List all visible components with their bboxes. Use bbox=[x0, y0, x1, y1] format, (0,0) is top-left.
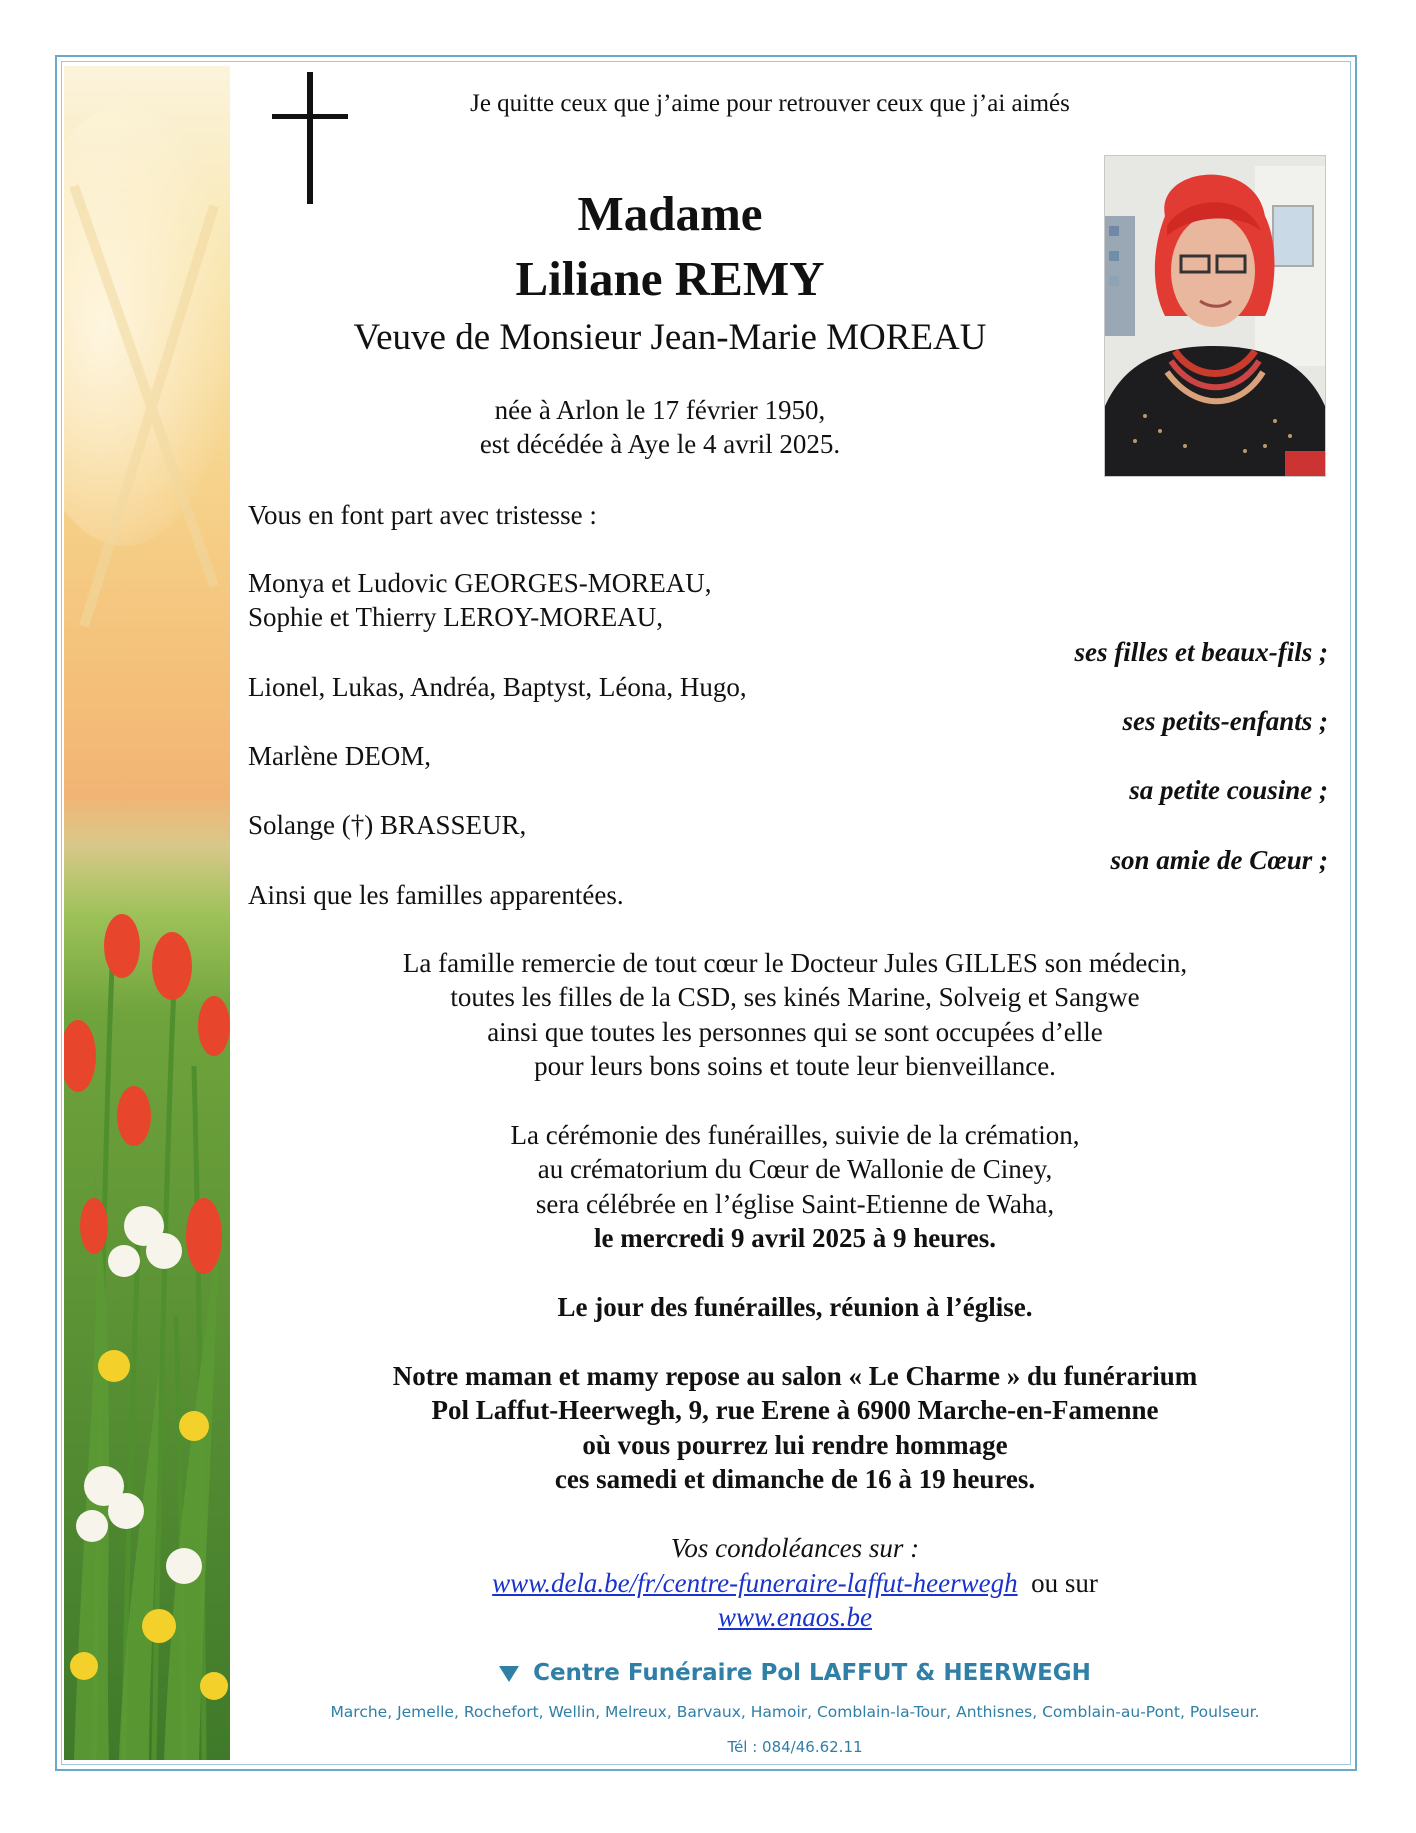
salon-line: où vous pourrez lui rendre hommage bbox=[582, 1430, 1008, 1460]
thanks-line: pour leurs bons soins et toute leur bienveillance. bbox=[534, 1051, 1056, 1081]
dela-link[interactable]: www.dela.be/fr/centre-funeraire-laffut-heerwegh bbox=[492, 1568, 1018, 1598]
birth-line: née à Arlon le 17 février 1950, bbox=[494, 395, 826, 425]
flower-strip-image bbox=[64, 66, 230, 1760]
footer-towns: Marche, Jemelle, Rochefort, Wellin, Melreux, Barvaux, Hamoir, Comblain-la-Tour, Anthisnes, Comblain-au-Pont, Poulseur. bbox=[330, 1703, 1260, 1721]
footer-title-text: Centre Funéraire Pol LAFFUT & HEERWEGH bbox=[533, 1660, 1091, 1686]
epigraph: Je quitte ceux que j’aime pour retrouver ceux que j’ai aimés bbox=[470, 90, 1070, 117]
ceremony-line: La cérémonie des funérailles, suivie de la crémation, bbox=[510, 1120, 1080, 1150]
or-text: ou sur bbox=[1031, 1568, 1098, 1598]
family-name: Monya et Ludovic GEORGES-MOREAU, bbox=[248, 568, 712, 598]
thanks-line: ainsi que toutes les personnes qui se sont occupées d’elle bbox=[487, 1017, 1103, 1047]
family-name: Lionel, Lukas, Andréa, Baptyst, Léona, Hugo, bbox=[248, 672, 747, 702]
salon-line: Notre maman et mamy repose au salon « Le Charme » du funérarium bbox=[392, 1361, 1198, 1391]
ceremony-date: le mercredi 9 avril 2025 à 9 heures. bbox=[594, 1223, 996, 1253]
footer-title bbox=[260, 1660, 1330, 1686]
footer-tel: Tél : 084/46.62.11 bbox=[727, 1738, 863, 1756]
deceased-name: Liliane REMY bbox=[515, 251, 825, 306]
cross-icon bbox=[270, 72, 350, 207]
death-line: est décédée à Aye le 4 avril 2025. bbox=[479, 429, 841, 459]
family-relation: sa petite cousine ; bbox=[1129, 775, 1328, 805]
family-relation: ses filles et beaux-fils ; bbox=[1074, 637, 1328, 667]
enaos-link[interactable]: www.enaos.be bbox=[718, 1602, 872, 1632]
triangle-down-icon bbox=[499, 1666, 519, 1682]
family-relation: ses petits-enfants ; bbox=[1122, 706, 1328, 736]
family-name: Solange (†) BRASSEUR, bbox=[248, 810, 527, 840]
thanks-line: La famille remercie de tout cœur le Docteur Jules GILLES son médecin, bbox=[402, 948, 1188, 978]
meeting-line: Le jour des funérailles, réunion à l’église. bbox=[557, 1292, 1033, 1322]
condolences-label: Vos condoléances sur : bbox=[670, 1533, 920, 1563]
thanks-line: toutes les filles de la CSD, ses kinés Marine, Solveig et Sangwe bbox=[450, 982, 1140, 1012]
condolences-link2-row bbox=[260, 1602, 1330, 1633]
intro-line: Vous en font part avec tristesse : bbox=[248, 500, 597, 530]
portrait-photo bbox=[1104, 155, 1326, 477]
family-name: Marlène DEOM, bbox=[248, 741, 431, 771]
families-line: Ainsi que les familles apparentées. bbox=[248, 880, 624, 910]
title-madame: Madame bbox=[577, 186, 763, 241]
widow-of: Veuve de Monsieur Jean-Marie MOREAU bbox=[353, 317, 987, 358]
family-name: Sophie et Thierry LEROY-MOREAU, bbox=[248, 602, 663, 632]
ceremony-line: au crématorium du Cœur de Wallonie de Ciney, bbox=[537, 1154, 1053, 1184]
condolences-links bbox=[260, 1568, 1330, 1599]
ceremony-line: sera célébrée en l’église Saint-Etienne de Waha, bbox=[535, 1189, 1055, 1219]
salon-line: Pol Laffut-Heerwegh, 9, rue Erene à 6900 Marche-en-Famenne bbox=[431, 1395, 1159, 1425]
family-relation: son amie de Cœur ; bbox=[1110, 845, 1328, 875]
salon-line: ces samedi et dimanche de 16 à 19 heures. bbox=[554, 1464, 1036, 1494]
